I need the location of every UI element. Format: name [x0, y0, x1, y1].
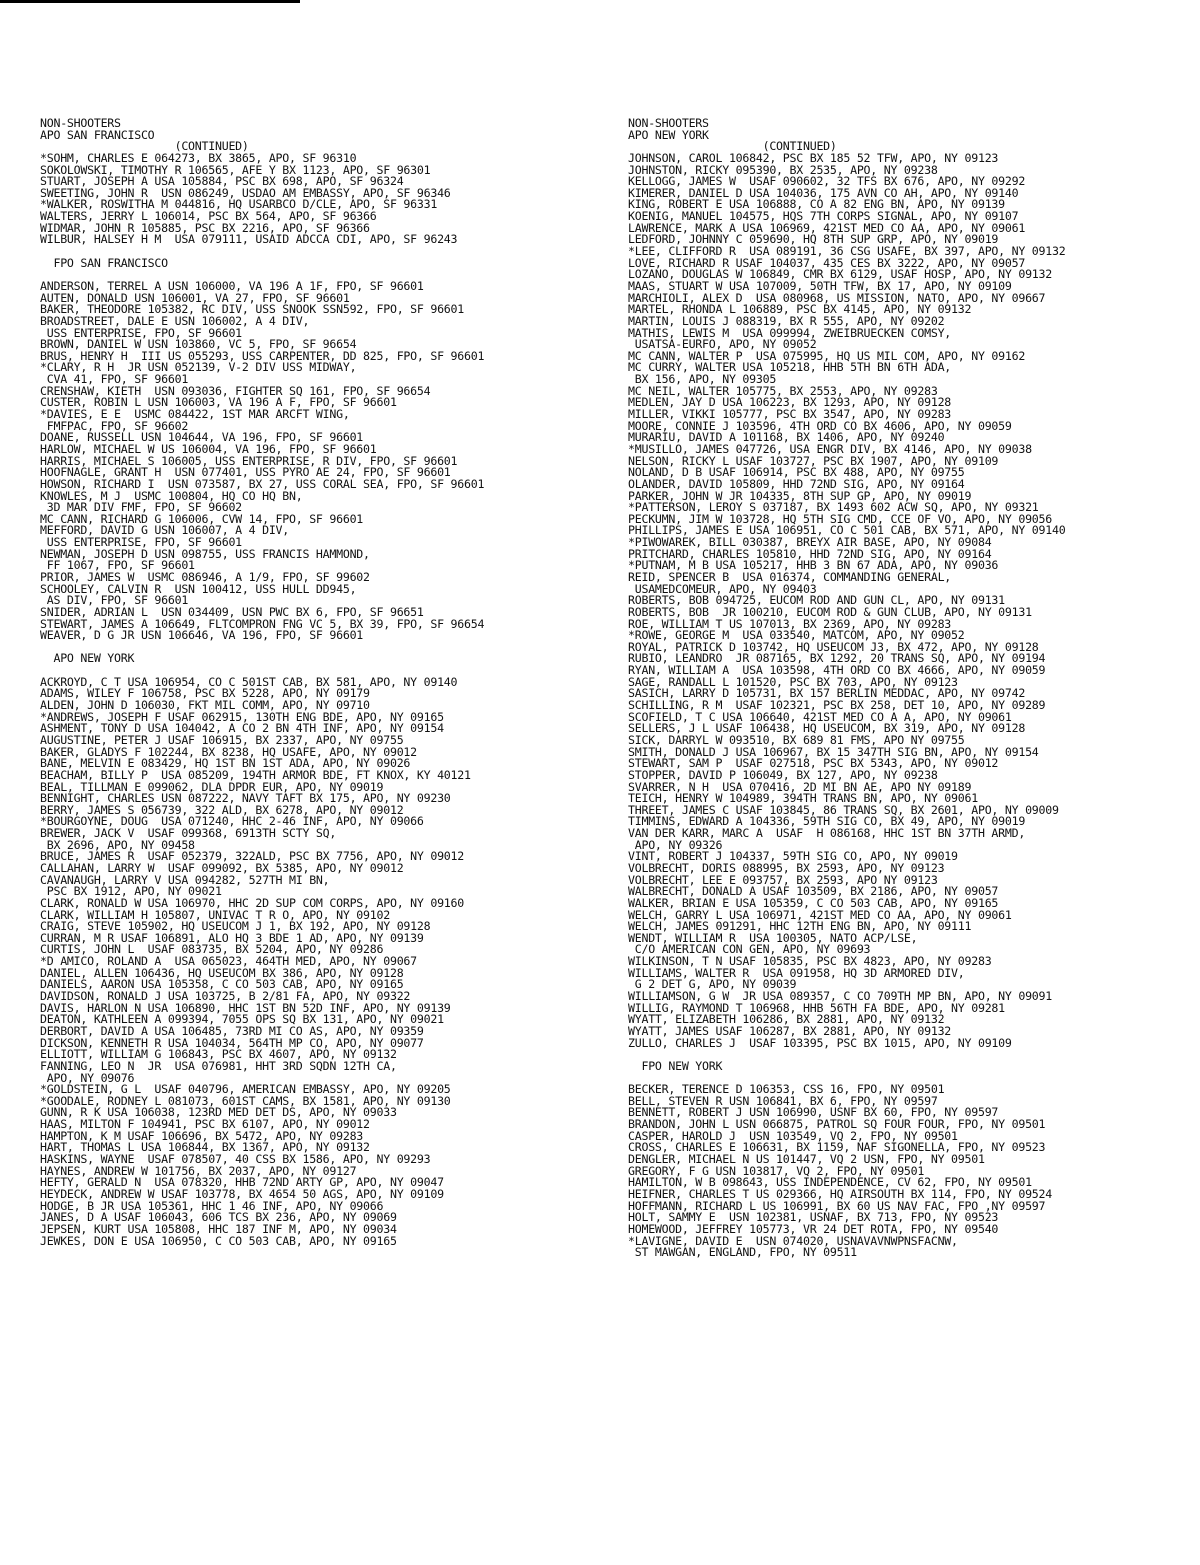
text-line: MILLER, VIKKI 105777, PSC BX 3547, APO, NY 09283 — [628, 407, 952, 422]
text-line: OLANDER, DAVID 105809, HHD 72ND SIG, APO, NY 09164 — [628, 476, 965, 491]
text-line: PARKER, JOHN W JR 104335, 8TH SUP GP, APO, NY 09019 — [628, 488, 972, 503]
text-line: WEAVER, D G JR USN 106646, VA 196, FPO, SF 96601 — [40, 628, 364, 643]
text-line: *SOHM, CHARLES E 064273, BX 3865, APO, SF 96310 — [40, 150, 357, 165]
text-line: HAYNES, ANDREW W 101756, BX 2037, APO, NY 09127 — [40, 1163, 357, 1178]
text-line: KING, ROBERT E USA 106888, CO A 82 ENG BN, APO, NY 09139 — [628, 197, 1005, 212]
text-line: USS ENTERPRISE, FPO, SF 96601 — [40, 325, 242, 340]
text-line: JEPSEN, KURT USA 105808, HHC 187 INF M, APO, NY 09034 — [40, 1221, 397, 1236]
text-line: BELL, STEVEN R USN 106841, BX 6, FPO, NY 09597 — [628, 1093, 938, 1108]
text-line: GUNN, R K USA 106038, 123RD MED DET DS, APO, NY 09033 — [40, 1105, 397, 1120]
text-line: FMFPAC, FPO, SF 96602 — [40, 418, 189, 433]
text-line: (CONTINUED) — [628, 139, 837, 154]
text-line: WILBUR, HALSEY H M USA 079111, USAID ADCCA CDI, APO, SF 96243 — [40, 232, 458, 247]
text-line: *PIWOWAREK, BILL 030387, BREYX AIR BASE, APO, NY 09084 — [628, 535, 992, 550]
text-line: NOLAND, D B USAF 106914, PSC BX 488, APO, NY 09755 — [628, 465, 965, 480]
text-line: *ANDREWS, JOSEPH F USAF 062915, 130TH ENG BDE, APO, NY 09165 — [40, 709, 444, 724]
text-line: ELLIOTT, WILLIAM G 106843, PSC BX 4607, APO, NY 09132 — [40, 1047, 397, 1062]
text-line: NEWMAN, JOSEPH D USN 098755, USS FRANCIS HAMMOND, — [40, 546, 370, 561]
text-line: USATSA-EURFO, APO, NY 09052 — [628, 337, 817, 352]
text-line: HASKINS, WAYNE USAF 078507, 40 CSS BX 1586, APO, NY 09293 — [40, 1152, 431, 1167]
text-line: ANDERSON, TERREL A USN 106000, VA 196 A 1F, FPO, SF 96601 — [40, 278, 424, 293]
text-line: SWEETING, JOHN R USN 086249, USDAO AM EMBASSY, APO, SF 96346 — [40, 185, 451, 200]
text-line: NON-SHOOTERS — [40, 116, 121, 130]
text-line: AUTEN, DONALD USN 106001, VA 27, FPO, SF 96601 — [40, 290, 350, 305]
text-line: CURRAN, M R USAF 106891, ALO HQ 3 BDE 1 AD, APO, NY 09139 — [40, 930, 424, 945]
text-line: DICKSON, KENNETH R USA 104034, 564TH MP CO, APO, NY 09077 — [40, 1035, 424, 1050]
text-line: MATHIS, LEWIS M USA 099994, ZWEIBRUECKEN COMSY, — [628, 325, 952, 340]
text-line: MC CURRY, WALTER USA 105218, HHB 5TH BN 6TH ADA, — [628, 360, 952, 375]
top-rule — [0, 0, 300, 3]
text-line: *PATTERSON, LEROY S 037187, BX 1493 602 ACW SQ, APO, NY 09321 — [628, 500, 1039, 515]
text-line: MEDLEN, JAY D USA 106223, BX 1293, APO, NY 09128 — [628, 395, 952, 410]
text-line: DAVIS, HARLON N USA 106890, HHC 1ST BN 52D INF, APO, NY 09139 — [40, 1000, 451, 1015]
text-line: C/O AMERICAN CON GEN, APO, NY 09693 — [628, 942, 871, 957]
text-line: HODGE, B JR USA 105361, HHC 1 46 INF, APO, NY 09066 — [40, 1198, 384, 1213]
text-line: HEYDECK, ANDREW W USAF 103778, BX 4654 50 AGS, APO, NY 09109 — [40, 1186, 444, 1201]
text-line: *DAVIES, E E USMC 084422, 1ST MAR ARCFT WING, — [40, 407, 350, 422]
text-line: MAAS, STUART W USA 107009, 50TH TFW, BX 17, APO, NY 09109 — [628, 278, 1012, 293]
text-line: BROADSTREET, DALE E USN 106002, A 4 DIV, — [40, 313, 310, 328]
text-line: WILKINSON, T N USAF 105835, PSC BX 4823, APO, NY 09283 — [628, 954, 992, 969]
text-line: APO NEW YORK — [628, 127, 709, 142]
text-line: KOENIG, MANUEL 104575, HQS 7TH CORPS SIGNAL, APO, NY 09107 — [628, 209, 1019, 224]
text-line: CVA 41, FPO, SF 96601 — [40, 372, 189, 387]
text-line: ROBERTS, BOB JR 100210, EUCOM ROD & GUN CLUB, APO, NY 09131 — [628, 604, 1032, 619]
text-line: KIMERER, DANIEL D USA 104036, 175 AVN CO AH, APO, NY 09140 — [628, 185, 1019, 200]
text-line: WYATT, JAMES USAF 106287, BX 2881, APO, NY 09132 — [628, 1023, 952, 1038]
text-line: MARTIN, LOUIS J 088319, BX R 555, APO, NY 09202 — [628, 313, 945, 328]
text-line: *LEE, CLIFFORD R USA 089191, 36 CSG USAFE, BX 397, APO, NY 09132 — [628, 244, 1066, 259]
text-line: WILLIAMSON, G W JR USA 089357, C CO 709TH MP BN, APO, NY 09091 — [628, 989, 1052, 1004]
text-line: CAVANAUGH, LARRY V USA 094282, 527TH MI BN, — [40, 872, 330, 887]
text-line: HART, THOMAS L USA 106844, BX 1367, APO, NY 09132 — [40, 1140, 370, 1155]
text-line: JOHNSON, CAROL 106842, PSC BX 185 52 TFW, APO, NY 09123 — [628, 150, 999, 165]
text-line: KELLOGG, JAMES W USAF 090602, 32 TFS BX 676, APO, NY 09292 — [628, 174, 1026, 189]
text-line: MEFFORD, DAVID G USN 106007, A 4 DIV, — [40, 523, 290, 538]
text-line: BX 2696, APO, NY 09458 — [40, 837, 195, 852]
text-line: THREET, JAMES C USAF 103845, 86 TRANS SQ, BX 2601, APO, NY 09009 — [628, 802, 1059, 817]
text-line: BEACHAM, BILLY P USA 085209, 194TH ARMOR BDE, FT KNOX, KY 40121 — [40, 767, 471, 782]
text-line: REID, SPENCER B USA 016374, COMMANDING GENERAL, — [628, 569, 952, 584]
text-line: ADAMS, WILEY F 106758, PSC BX 5228, APO, NY 09179 — [40, 686, 370, 701]
text-line: CUSTER, ROBIN L USN 106003, VA 196 A F, FPO, SF 96601 — [40, 395, 397, 410]
text-line: SOKOLOWSKI, TIMOTHY R 106565, AFE Y BX 1123, APO, SF 96301 — [40, 162, 431, 177]
text-line: HAMILTON, W B 098643, USS INDEPENDENCE, CV 62, FPO, NY 09501 — [628, 1175, 1032, 1190]
text-line: DANIELS, AARON USA 105358, C CO 503 CAB, APO, NY 09165 — [40, 977, 404, 992]
text-line: HARLOW, MICHAEL W US 106004, VA 196, FPO, SF 96601 — [40, 441, 377, 456]
text-line: MC CANN, RICHARD G 106006, CVW 14, FPO, SF 96601 — [40, 511, 364, 526]
text-line: ACKROYD, C T USA 106954, CO C 501ST CAB, BX 581, APO, NY 09140 — [40, 674, 458, 689]
text-line: APO, NY 09326 — [628, 837, 723, 852]
left-column — [40, 118, 625, 1247]
text-line: DEATON, KATHLEEN A 099394, 7055 OPS SQ BX 131, APO, NY 09021 — [40, 1012, 444, 1027]
text-line: USAMEDCOMEUR, APO, NY 09403 — [628, 581, 817, 596]
text-line: SCHOOLEY, CALVIN R USN 100412, USS HULL DD945, — [40, 581, 357, 596]
text-line: BRUS, HENRY H III US 055293, USS CARPENTER, DD 825, FPO, SF 96601 — [40, 348, 485, 363]
text-line: VOLBRECHT, DORIS 088995, BX 2593, APO, NY 09123 — [628, 861, 945, 875]
text-line: HEIFNER, CHARLES T US 029366, HQ AIRSOUTH BX 114, FPO, NY 09524 — [628, 1186, 1052, 1201]
text-line: PRIOR, JAMES W USMC 086946, A 1/9, FPO, SF 99602 — [40, 569, 370, 584]
text-line: *GOODALE, RODNEY L 081073, 601ST CAMS, BX 1581, APO, NY 09130 — [40, 1093, 451, 1108]
text-line: BAKER, GLADYS F 102244, BX 8238, HQ USAFE, APO, NY 09012 — [40, 744, 417, 759]
text-line: CRAIG, STEVE 105902, HQ USEUCOM J 1, BX 192, APO, NY 09128 — [40, 919, 431, 934]
text-line: APO, NY 09076 — [40, 1070, 135, 1085]
text-line: WILLIG, RAYMOND T 106968, HHB 56TH FA BDE, APO, NY 09281 — [628, 1000, 1005, 1015]
text-line: *MUSILLO, JAMES 047726, USA ENGR DIV, BX 4146, APO, NY 09038 — [628, 441, 1032, 456]
text-line: WELCH, GARRY L USA 106971, 421ST MED CO AA, APO, NY 09061 — [628, 907, 1012, 922]
text-line: VINT, ROBERT J 104337, 59TH SIG CO, APO, NY 09019 — [628, 849, 958, 864]
text-line: APO NEW YORK — [40, 651, 135, 666]
text-line: VAN DER KARR, MARC A USAF H 086168, HHC 1ST BN 37TH ARMD, — [628, 826, 1026, 841]
text-line: LEDFORD, JOHNNY C 059690, HQ 8TH SUP GRP, APO, NY 09019 — [628, 232, 999, 247]
text-line: DOANE, RUSSELL USN 104644, VA 196, FPO, SF 96601 — [40, 430, 364, 445]
text-line: RYAN, WILLIAM A USA 103598, 4TH ORD CO BX 4666, APO, NY 09059 — [628, 663, 1046, 678]
text-line: DAVIDSON, RONALD J USA 103725, B 2/81 FA, APO, NY 09322 — [40, 989, 411, 1004]
text-line: G 2 DET G, APO, NY 09039 — [628, 977, 797, 992]
text-line: WIDMAR, JOHN R 105885, PSC BX 2216, APO, SF 96366 — [40, 220, 370, 235]
text-line: HOMEWOOD, JEFFREY 105773, VR 24 DET ROTA, FPO, NY 09540 — [628, 1221, 999, 1236]
text-line: PSC BX 1912, APO, NY 09021 — [40, 884, 222, 899]
text-line: JOHNSTON, RICKY 095390, BX 2535, APO, NY 09238 — [628, 162, 938, 177]
text-line: MC NEIL, WALTER 105775, BX 2553, APO, NY 09283 — [628, 383, 938, 398]
text-line: SCHILLING, R M USAF 102321, PSC BX 258, DET 10, APO, NY 09289 — [628, 698, 1046, 713]
text-line: VOLBRECHT, LEE E 093757, BX 2593, APO NY 09123 — [628, 872, 938, 887]
text-line: *CLARY, R H JR USN 052139, V-2 DIV USS MIDWAY, — [40, 360, 357, 375]
text-line: MC CANN, WALTER P USA 075995, HQ US MIL COM, APO, NY 09162 — [628, 348, 1026, 363]
text-line: BROWN, DANIEL W USN 103860, VC 5, FPO, SF 96654 — [40, 337, 357, 352]
text-line: ROYAL, PATRICK D 103742, HQ USEUCOM J3, BX 472, APO, NY 09128 — [628, 639, 1039, 654]
text-line: HOFFMANN, RICHARD L US 106991, BX 60 US NAV FAC, FPO ,NY 09597 — [628, 1198, 1046, 1213]
text-line: HOOFNAGLE, GRANT H USN 077401, USS PYRO AE 24, FPO, SF 96601 — [40, 465, 451, 480]
text-line: HARRIS, MICHAEL S 106005, USS ENTERPRISE, R DIV, FPO, SF 96601 — [40, 453, 458, 468]
text-line: BREWER, JACK V USAF 099368, 6913TH SCTY SQ, — [40, 826, 337, 841]
text-line: PRITCHARD, CHARLES 105810, HHD 72ND SIG, APO, NY 09164 — [628, 546, 992, 561]
text-line: KNOWLES, M J USMC 100804, HQ CO HQ BN, — [40, 488, 303, 503]
text-line: TEICH, HENRY W 104989, 394TH TRANS BN, APO, NY 09061 — [628, 791, 978, 806]
text-line: AS DIV, FPO, SF 96601 — [40, 593, 189, 608]
text-line: STEWART, SAM P USAF 027518, PSC BX 5343, APO, NY 09012 — [628, 756, 999, 771]
text-line: *PUTNAM, M B USA 105217, HHB 3 BN 67 ADA, APO, NY 09036 — [628, 558, 999, 573]
text-line: WILLIAMS, WALTER R USA 091958, HQ 3D ARMORED DIV, — [628, 965, 965, 980]
text-line: GREGORY, F G USN 103817, VQ 2, FPO, NY 09501 — [628, 1163, 925, 1178]
text-line: MARCHIOLI, ALEX D USA 080968, US MISSION, NATO, APO, NY 09667 — [628, 290, 1046, 305]
text-line: SAGE, RANDALL L 101520, PSC BX 703, APO, NY 09123 — [628, 674, 958, 689]
text-line: DANIEL, ALLEN 106436, HQ USEUCOM BX 386, APO, NY 09128 — [40, 965, 404, 980]
text-line: PHILLIPS, JAMES E USA 106951, CO C 501 CAB, BX 571, APO, NY 09140 — [628, 523, 1066, 538]
text-line: SNIDER, ADRIAN L USN 034409, USN PWC BX 6, FPO, SF 96651 — [40, 604, 424, 619]
text-line: BANE, MELVIN E 083429, HQ 1ST BN 1ST ADA, APO, NY 09026 — [40, 756, 411, 771]
text-line: BERRY, JAMES S 056739, 322 ALD, BX 6278, APO, NY 09012 — [40, 802, 404, 817]
text-line: *ROWE, GEORGE M USA 033540, MATCOM, APO, NY 09052 — [628, 628, 965, 643]
text-line: NON-SHOOTERS — [628, 116, 709, 130]
text-line: WENDT, WILLIAM R USA 100305, NATO ACP/LSE, — [628, 930, 918, 945]
text-line: *D AMICO, ROLAND A USA 065023, 464TH MED, APO, NY 09067 — [40, 954, 417, 969]
text-line: BRANDON, JOHN L USN 066875, PATROL SQ FOUR FOUR, FPO, NY 09501 — [628, 1117, 1046, 1132]
text-line: SASICH, LARRY D 105731, BX 157 BERLIN MEDDAC, APO, NY 09742 — [628, 686, 1026, 701]
text-line: ST MAWGAN, ENGLAND, FPO, NY 09511 — [628, 1245, 857, 1260]
text-line: HEFTY, GERALD N USA 078320, HHB 72ND ARTY GP, APO, NY 09047 — [40, 1175, 444, 1190]
text-line: WYATT, ELIZABETH 106286, BX 2881, APO, NY 09132 — [628, 1012, 945, 1027]
text-line: *GOLDSTEIN, G L USAF 040796, AMERICAN EMBASSY, APO, NY 09205 — [40, 1082, 451, 1097]
text-line: BRUCE, JAMES R USAF 052379, 322ALD, PSC BX 7756, APO, NY 09012 — [40, 849, 464, 864]
text-line: CALLAHAN, LARRY W USAF 099092, BX 5385, APO, NY 09012 — [40, 861, 404, 875]
text-line: *LAVIGNE, DAVID E USN 074020, USNAVAVNWPNSFACNW, — [628, 1233, 958, 1248]
text-line: RUBIO, LEANDRO JR 087165, BX 1292, 20 TRANS SQ, APO, NY 09194 — [628, 651, 1046, 666]
text-line: BENNIGHT, CHARLES USN 087222, NAVY TAFT BX 175, APO, NY 09230 — [40, 791, 451, 806]
text-line: LOZANO, DOUGLAS W 106849, CMR BX 6129, USAF HOSP, APO, NY 09132 — [628, 267, 1052, 282]
text-line: FPO SAN FRANCISCO — [40, 255, 168, 270]
text-line: SELLERS, J L USAF 106438, HQ USEUCOM, BX 319, APO, NY 09128 — [628, 721, 1026, 736]
text-line: DERBORT, DAVID A USA 106485, 73RD MI CO AS, APO, NY 09359 — [40, 1023, 424, 1038]
text-line: BX 156, APO, NY 09305 — [628, 372, 777, 387]
text-line: JEWKES, DON E USA 106950, C CO 503 CAB, APO, NY 09165 — [40, 1233, 397, 1248]
text-line: FANNING, LEO N JR USA 076981, HHT 3RD SQDN 12TH CA, — [40, 1058, 397, 1073]
text-line: BEAL, TILLMAN E 099062, DLA DPDR EUR, APO, NY 09019 — [40, 779, 384, 794]
text-line: CLARK, WILLIAM H 105807, UNIVAC T R O, APO, NY 09102 — [40, 907, 390, 922]
text-line: ZULLO, CHARLES J USAF 103395, PSC BX 1015, APO, NY 09109 — [628, 1035, 1012, 1050]
text-line: APO SAN FRANCISCO — [40, 127, 155, 142]
text-line: WALBRECHT, DONALD A USAF 103509, BX 2186, APO, NY 09057 — [628, 884, 999, 899]
text-line: MURARIU, DAVID A 101168, BX 1406, APO, NY 09240 — [628, 430, 945, 445]
text-line: HOWSON, RICHARD I USN 073587, BX 27, USS CORAL SEA, FPO, SF 96601 — [40, 476, 485, 491]
text-line: WALTERS, JERRY L 106014, PSC BX 564, APO, SF 96366 — [40, 209, 377, 224]
text-line: MOORE, CONNIE J 103596, 4TH ORD CO BX 4606, APO, NY 09059 — [628, 418, 1012, 433]
text-line: LOVE, RICHARD R USAF 104037, 435 CES BX 3222, APO, NY 09057 — [628, 255, 1026, 270]
text-line: ROBERTS, BOB 094725, EUCOM ROD AND GUN CL, APO, NY 09131 — [628, 593, 1005, 608]
text-line: ALDEN, JOHN D 106030, FKT MIL COMM, APO, NY 09710 — [40, 698, 370, 713]
text-line: HOLT, SAMMY E USN 102381, USNAF, BX 713, FPO, NY 09523 — [628, 1210, 999, 1225]
text-line: PECKUMN, JIM W 103728, HQ 5TH SIG CMD, CCE OF VO, APO, NY 09056 — [628, 511, 1052, 526]
text-line: WELCH, JAMES 091291, HHC 12TH ENG BN, APO, NY 09111 — [628, 919, 972, 934]
text-line: ROE, WILLIAM T US 107013, BX 2369, APO, NY 09283 — [628, 616, 952, 631]
text-line: *BOURGOYNE, DOUG USA 071240, HHC 2-46 INF, APO, NY 09066 — [40, 814, 424, 829]
text-line: STUART, JOSEPH A USA 105884, PSC BX 698, APO, SF 96324 — [40, 174, 404, 189]
text-line: BAKER, THEODORE 105382, RC DIV, USS SNOOK SSN592, FPO, SF 96601 — [40, 302, 464, 317]
text-line: ASHMENT, TONY D USA 104042, A CO 2 BN 4TH INF, APO, NY 09154 — [40, 721, 444, 736]
text-line: TIMMINS, EDWARD A 104336, 59TH SIG CO, BX 49, APO, NY 09019 — [628, 814, 1026, 829]
text-line: DENGLER, MICHAEL N US 101447, VQ 2 USN, FPO, NY 09501 — [628, 1152, 985, 1167]
text-line: HAMPTON, K M USAF 106696, BX 5472, APO, NY 09283 — [40, 1128, 364, 1143]
text-line: (CONTINUED) — [40, 139, 249, 154]
text-line: BECKER, TERENCE D 106353, CSS 16, FPO, NY 09501 — [628, 1082, 945, 1097]
text-line: USS ENTERPRISE, FPO, SF 96601 — [40, 535, 242, 550]
text-line: SCOFIELD, T C USA 106640, 421ST MED CO A A, APO, NY 09061 — [628, 709, 1012, 724]
text-line: CRENSHAW, KIETH USN 093036, FIGHTER SQ 161, FPO, SF 96654 — [40, 383, 431, 398]
text-line: SVARRER, N H USA 070416, 2D MI BN AE, APO NY 09189 — [628, 779, 972, 794]
text-line: AUGUSTINE, PETER J USAF 106915, BX 2337, APO, NY 09755 — [40, 732, 404, 747]
text-line: 3D MAR DIV FMF, FPO, SF 96602 — [40, 500, 242, 515]
text-line: CASPER, HAROLD J USN 103549, VQ 2, FPO, NY 09501 — [628, 1128, 958, 1143]
text-line: LAWRENCE, MARK A USA 106969, 421ST MED CO AA, APO, NY 09061 — [628, 220, 1026, 235]
right-column — [628, 118, 1200, 1259]
text-line: SICK, DARRYL W 093510, BX 689 81 FMS, APO NY 09755 — [628, 732, 965, 747]
text-line: *WALKER, ROSWITHA M 044816, HQ USARBCO D/CLE, APO, SF 96331 — [40, 197, 438, 212]
text-line: CROSS, CHARLES E 106631, BX 1159, NAF SIGONELLA, FPO, NY 09523 — [628, 1140, 1046, 1155]
text-line: WALKER, BRIAN E USA 105359, C CO 503 CAB, APO, NY 09165 — [628, 895, 999, 910]
text-line: JANES, D A USAF 106043, 606 TCS BX 236, APO, NY 09069 — [40, 1210, 397, 1225]
text-line: SMITH, DONALD J USA 106967, BX 15 347TH SIG BN, APO, NY 09154 — [628, 744, 1039, 759]
text-line: FPO NEW YORK — [628, 1058, 723, 1073]
text-line: NELSON, RICKY L USAF 103727, PSC BX 1907, APO, NY 09109 — [628, 453, 999, 468]
text-line: STOPPER, DAVID P 106049, BX 127, APO, NY 09238 — [628, 767, 938, 782]
text-line: FF 1067, FPO, SF 96601 — [40, 558, 195, 573]
text-line: MARTEL, RHONDA L 106889, PSC BX 4145, APO, NY 09132 — [628, 302, 972, 317]
text-line: STEWART, JAMES A 106649, FLTCOMPRON FNG VC 5, BX 39, FPO, SF 96654 — [40, 616, 485, 631]
text-line: CLARK, RONALD W USA 106970, HHC 2D SUP COM CORPS, APO, NY 09160 — [40, 895, 464, 910]
text-line: BENNETT, ROBERT J USN 106990, USNF BX 60, FPO, NY 09597 — [628, 1105, 999, 1120]
text-line: CURTIS, JOHN L USAF 083735, BX 5204, APO, NY 09286 — [40, 942, 384, 957]
text-line: HAAS, MILTON F 104941, PSC BX 6107, APO, NY 09012 — [40, 1117, 370, 1132]
